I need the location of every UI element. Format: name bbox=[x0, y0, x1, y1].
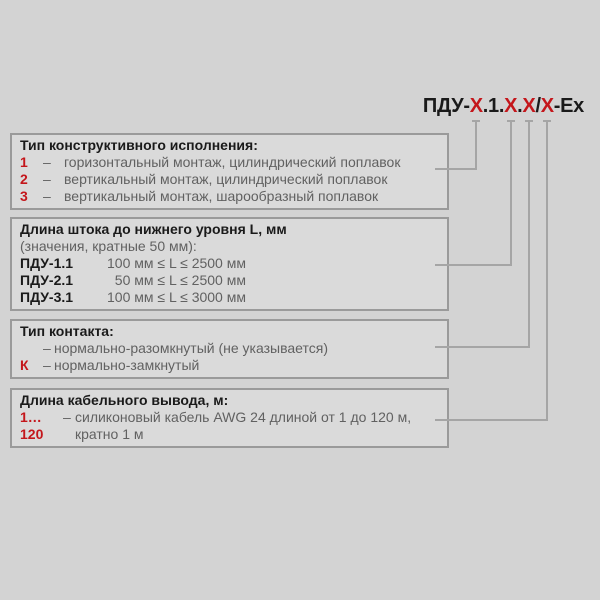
code-segment: / bbox=[535, 95, 541, 117]
option-text: вертикальный монтаж, цилиндрический поплавок bbox=[64, 171, 388, 187]
option-text: нормально-разомкнутый (не указывается) bbox=[54, 340, 328, 356]
option-row bbox=[20, 340, 441, 357]
connector-hline bbox=[435, 346, 530, 348]
box-title: Длина штока до нижнего уровня L, мм bbox=[20, 221, 287, 237]
code-x-placeholder-1: X bbox=[469, 95, 483, 117]
box-rod-length bbox=[10, 217, 449, 311]
connector-hline bbox=[435, 264, 512, 266]
box-construction-type bbox=[10, 133, 449, 210]
model-label: ПДУ-3.1 bbox=[20, 289, 74, 305]
connector-hline bbox=[435, 168, 477, 170]
option-text-line2: кратно 1 м bbox=[75, 426, 144, 442]
code-segment: ПДУ- bbox=[422, 95, 470, 117]
connector-vline bbox=[510, 122, 512, 266]
option-dash: – bbox=[43, 171, 51, 187]
option-dash: – bbox=[43, 188, 51, 204]
product-code-title bbox=[423, 94, 584, 118]
code-segment: . bbox=[517, 95, 523, 117]
length-row bbox=[20, 289, 441, 306]
option-code: 3 bbox=[20, 188, 28, 204]
option-text: вертикальный монтаж, шарообразный поплавок bbox=[64, 188, 379, 204]
length-range: 100 мм ≤ L ≤ 3000 мм bbox=[107, 289, 246, 305]
connector-vline bbox=[528, 122, 530, 348]
option-code: 1 bbox=[20, 154, 28, 170]
length-range: 100 мм ≤ L ≤ 2500 мм bbox=[107, 255, 246, 271]
option-dash: – bbox=[43, 357, 51, 373]
model-label: ПДУ-1.1 bbox=[20, 255, 74, 271]
connector-vline bbox=[475, 122, 477, 170]
option-row bbox=[20, 409, 441, 443]
option-code: К bbox=[20, 357, 29, 373]
code-x-placeholder-4: X bbox=[540, 95, 554, 117]
code-x-placeholder-2: X bbox=[504, 95, 518, 117]
connector-hline bbox=[435, 419, 548, 421]
option-text bbox=[75, 409, 441, 443]
box-title: Тип конструктивного исполнения: bbox=[20, 137, 258, 153]
length-row bbox=[20, 255, 441, 272]
option-code: 1…120 bbox=[20, 409, 44, 442]
code-x-placeholder-3: X bbox=[522, 95, 536, 117]
box-contact-type bbox=[10, 319, 449, 379]
length-range: 50 мм ≤ L ≤ 2500 мм bbox=[107, 272, 246, 288]
code-segment: .1. bbox=[482, 95, 505, 117]
box-title: Тип контакта: bbox=[20, 323, 114, 339]
option-dash: – bbox=[63, 409, 71, 425]
option-code: 2 bbox=[20, 171, 28, 187]
connector-vline bbox=[546, 122, 548, 421]
code-segment: -Ex bbox=[553, 95, 584, 117]
box-subtitle: (значения, кратные 50 мм): bbox=[20, 238, 197, 254]
option-row bbox=[20, 357, 441, 374]
model-label: ПДУ-2.1 bbox=[20, 272, 74, 288]
option-row bbox=[20, 171, 441, 188]
box-title: Длина кабельного вывода, м: bbox=[20, 392, 229, 408]
box-cable-length bbox=[10, 388, 449, 448]
length-row bbox=[20, 272, 441, 289]
option-row bbox=[20, 188, 441, 205]
option-code bbox=[20, 340, 43, 357]
option-dash: – bbox=[43, 154, 51, 170]
option-row bbox=[20, 154, 441, 171]
option-text: нормально-замкнутый bbox=[54, 357, 200, 373]
option-text: горизонтальный монтаж, цилиндрический поплавок bbox=[64, 154, 401, 170]
option-text-line1: силиконовый кабель AWG 24 длиной от 1 до 120 м, bbox=[75, 409, 412, 425]
option-dash: – bbox=[43, 340, 51, 356]
